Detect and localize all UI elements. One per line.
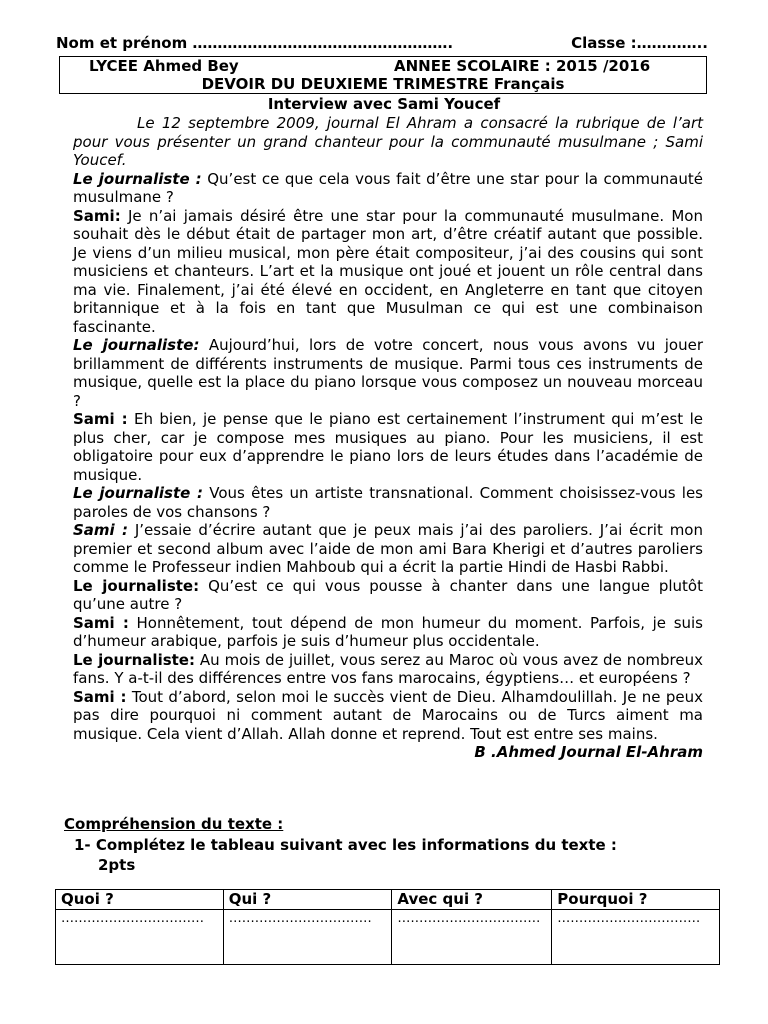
dialogue-turn: [73, 614, 703, 651]
answer-table-header-row: [56, 890, 720, 910]
answer-cell-pourquoi[interactable]: ……………………………: [552, 910, 720, 965]
class-field[interactable]: Classe :…………..: [571, 34, 708, 52]
name-field[interactable]: Nom et prénom …………………………………………….: [56, 34, 454, 52]
answer-cell-avec-qui[interactable]: ……………………………: [392, 910, 552, 965]
speaker-label: Le journaliste:: [73, 576, 200, 595]
dialogue-turn: [73, 577, 703, 614]
answer-table: [55, 889, 720, 965]
dialogue-text: Aujourd’hui, lors de votre concert, nous vous avons vu jouer brillamment de différents instruments de musique. Parmi tous ces instruments de musique, quelle est la place du piano lorsque vous composez un nouveau morceau ?: [73, 336, 703, 410]
column-header-qui: Qui ?: [223, 890, 392, 910]
table-row: [56, 910, 720, 965]
answer-cell-quoi[interactable]: ……………………………: [56, 910, 224, 965]
dialogue-text: Qu’est ce qui vous pousse à chanter dans une langue plutôt qu’une autre ?: [73, 576, 703, 613]
exam-header-box: [59, 56, 707, 94]
school-name: LYCEE Ahmed Bey: [89, 57, 239, 75]
dialogue-turn: [73, 688, 703, 744]
dialogue-text: Eh bien, je pense que le piano est certainement l’instrument qui m’est le plus cher, car je compose mes musiques au piano. Pour les musiciens, il est obligatoire pour eux d’apprendre le piano lors de leurs études dans l’académie de musique.: [73, 410, 704, 484]
school-year: ANNEE SCOLAIRE : 2015 /2016: [394, 57, 651, 75]
comprehension-heading: Compréhension du texte :: [64, 815, 284, 833]
speaker-label: Sami:: [73, 206, 121, 225]
question-1: [74, 835, 617, 875]
dialogue-turn: [73, 410, 703, 484]
dialogue-turn: [73, 207, 703, 337]
interview-title: Interview avec Sami Youcef: [267, 95, 501, 113]
dialogue-turn: [73, 484, 703, 521]
speaker-label: Sami :: [73, 410, 128, 428]
speaker-label: Le journaliste:: [73, 650, 195, 669]
exam-title: DEVOIR DU DEUXIEME TRIMESTRE Français: [201, 75, 565, 93]
dialogue-text: Vous êtes un artiste transnational. Comment choisissez-vous les paroles de vos chansons ?: [73, 484, 703, 521]
dialogue-turn: [73, 521, 703, 577]
dialogue-turn: [73, 336, 703, 410]
intro-paragraph: Le 12 septembre 2009, journal El Ahram a consacré la rubrique de l’art pour vous présenter un grand chanteur pour la communauté musulmane ; Sami Youcef.: [73, 114, 703, 169]
column-header-avec-qui: Avec qui ?: [392, 890, 552, 910]
dialogue-text: Je n’ai jamais désiré être une star pour la communauté musulmane. Mon souhait dès le début était de partager mon art, d’être créatif autant que possible. Je viens d’un milieu musical, mon père était compositeur, j’ai des cousins qui sont musiciens et chanteurs. L’art et la musique ont joué et jouent un rôle central dans ma vie. Finalement, j’ai été élevé en occident, en Angleterre en tant que citoyen britannique et à la fois en tant que Musulman ce qui est une combinaison fascinante.: [73, 206, 703, 336]
article-signature: B .Ahmed Journal El-Ahram: [474, 743, 703, 761]
dialogue-text: Tout d’abord, selon moi le succès vient de Dieu. Alhamdoulillah. Je ne peux pas dire pourquoi ni comment autant de Marocains ou de Turcs aiment ma musique. Cela vient d’Allah. Allah donne et reprend. Tout est entre ses mains.: [73, 687, 703, 743]
student-info-line: [56, 34, 708, 52]
column-header-pourquoi: Pourquoi ?: [552, 890, 720, 910]
speaker-label: Sami :: [73, 613, 129, 632]
dialogue-text: Au mois de juillet, vous serez au Maroc où vous avez de nombreux fans. Y a-t-il des différences entre vos fans marocains, égyptiens… et européens ?: [73, 650, 703, 687]
speaker-label: Sami :: [73, 687, 127, 706]
speaker-label: Sami :: [73, 521, 128, 539]
interview-text: [73, 114, 703, 762]
dialogue-text: J’essaie d’écrire autant que je peux mais j’ai des paroliers. J’ai écrit mon premier et second album avec l’aide de mon ami Bara Kherigi et d’autres paroliers comme le Professeur indien Mahboub qui a écrit la partie Hindi de Hasbi Rabbi.: [73, 521, 703, 576]
answer-cell-qui[interactable]: ……………………………: [223, 910, 392, 965]
speaker-label: Le journaliste:: [73, 336, 200, 354]
question-1-points: 2pts: [98, 856, 136, 874]
dialogue-text: Qu’est ce que cela vous fait d’être une star pour la communauté musulmane ?: [73, 169, 703, 206]
dialogue-text: Honnêtement, tout dépend de mon humeur du moment. Parfois, je suis d’humeur arabique, parfois je suis d’humeur plus occidentale.: [73, 613, 703, 650]
speaker-label: Le journaliste :: [73, 484, 203, 502]
dialogue-turn: [73, 170, 703, 207]
column-header-quoi: Quoi ?: [56, 890, 224, 910]
question-1-text: 1- Complétez le tableau suivant avec les informations du texte :: [74, 836, 617, 854]
dialogue-turn: [73, 651, 703, 688]
speaker-label: Le journaliste :: [73, 169, 202, 188]
